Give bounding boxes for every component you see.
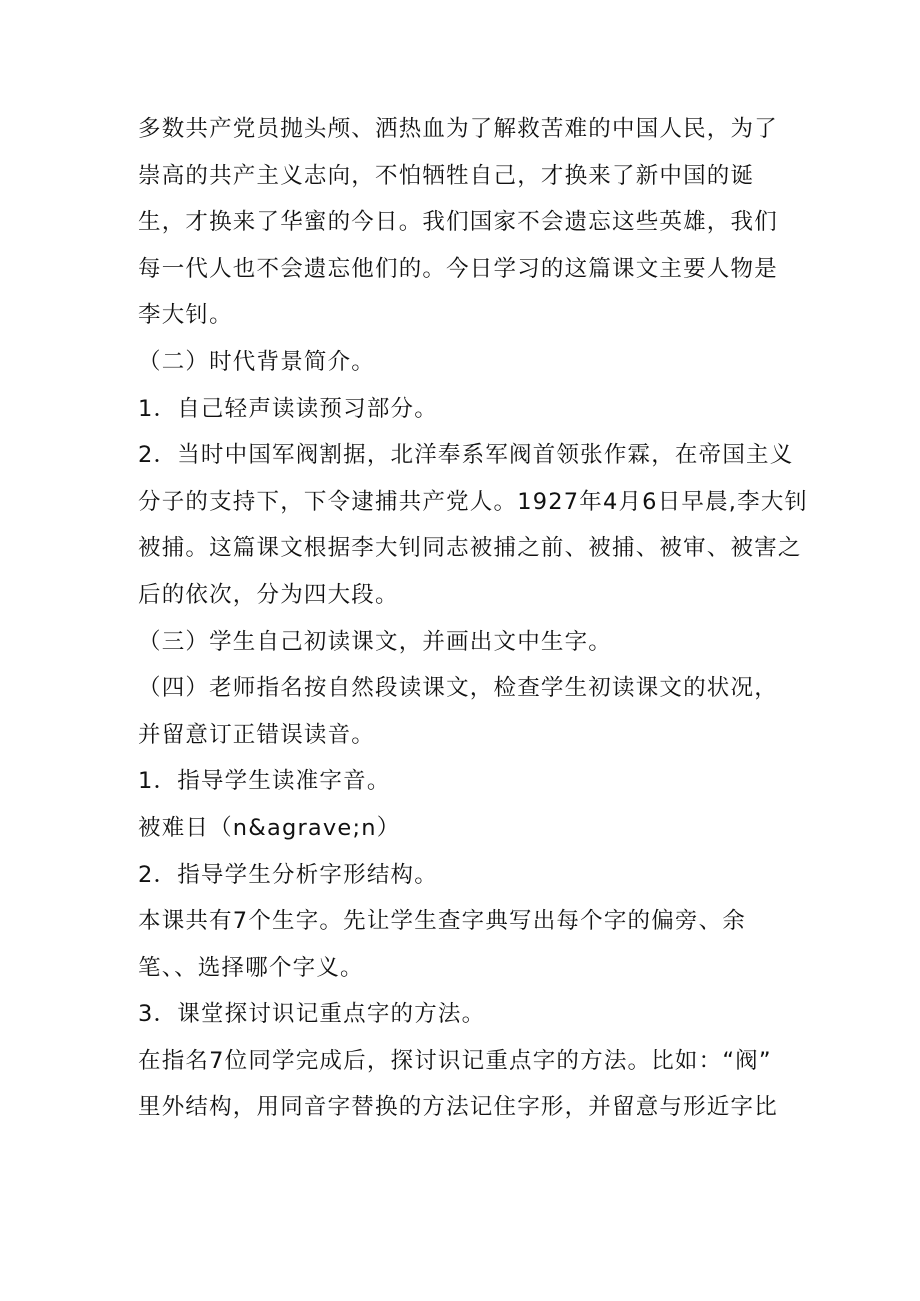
text-line-10: 被捕。这篇课文根据李大钊同志被捕之前、被捕、被审、被害之 (138, 535, 802, 562)
text-line-21: 在指名7位同学完成后，探讨识记重点字的方法。比如：“阀” (138, 1047, 772, 1074)
body-text (138, 106, 809, 1131)
section-heading-4: （四）老师指名按自然段读课文，检查学生初读课文的状况， (138, 675, 778, 702)
text-line-8: 2．当时中国军阀割据，北洋奉系军阀首领张作霖，在帝国主义 (138, 442, 794, 469)
text-line-5: 李大钊。 (138, 302, 233, 329)
text-line-16: 被难日（n&agrave;n） (138, 814, 401, 841)
text-line-22: 里外结构，用同音字替换的方法记住字形，并留意与形近字比 (138, 1094, 778, 1121)
text-line-2: 崇高的共产主义志向，不怕牺牲自己，才换来了新中国的诞 (138, 162, 755, 189)
section-heading-2: （二）时代背景简介。 (138, 348, 376, 375)
section-heading-3: （三）学生自己初读课文，并画出文中生字。 (138, 628, 613, 655)
text-line-3: 生，才换来了华蜜的今日。我们国家不会遗忘这些英雄，我们 (138, 209, 778, 236)
text-line-15: 1．指导学生读准字音。 (138, 768, 391, 795)
text-line-14: 并留意订正错误读音。 (138, 721, 376, 748)
text-line-7: 1．自己轻声读读预习部分。 (138, 395, 438, 422)
text-line-4: 每一代人也不会遗忘他们的。今日学习的这篇课文主要人物是 (138, 255, 778, 282)
text-line-19: 笔、、选择哪个字义。 (138, 954, 364, 981)
text-line-20: 3．课堂探讨识记重点字的方法。 (138, 1001, 486, 1028)
text-line-11: 后的依次，分为四大段。 (138, 581, 399, 608)
text-line-1: 多数共产党员抛头颅、洒热血为了解救苦难的中国人民，为了 (138, 116, 778, 142)
text-line-18: 本课共有7个生字。先让学生查字典写出每个字的偏旁、余 (138, 908, 747, 935)
text-line-9: 分子的支持下，下令逮捕共产党人。1927年4月6日早晨,李大钊 (138, 488, 809, 515)
text-line-17: 2．指导学生分析字形结构。 (138, 861, 438, 888)
